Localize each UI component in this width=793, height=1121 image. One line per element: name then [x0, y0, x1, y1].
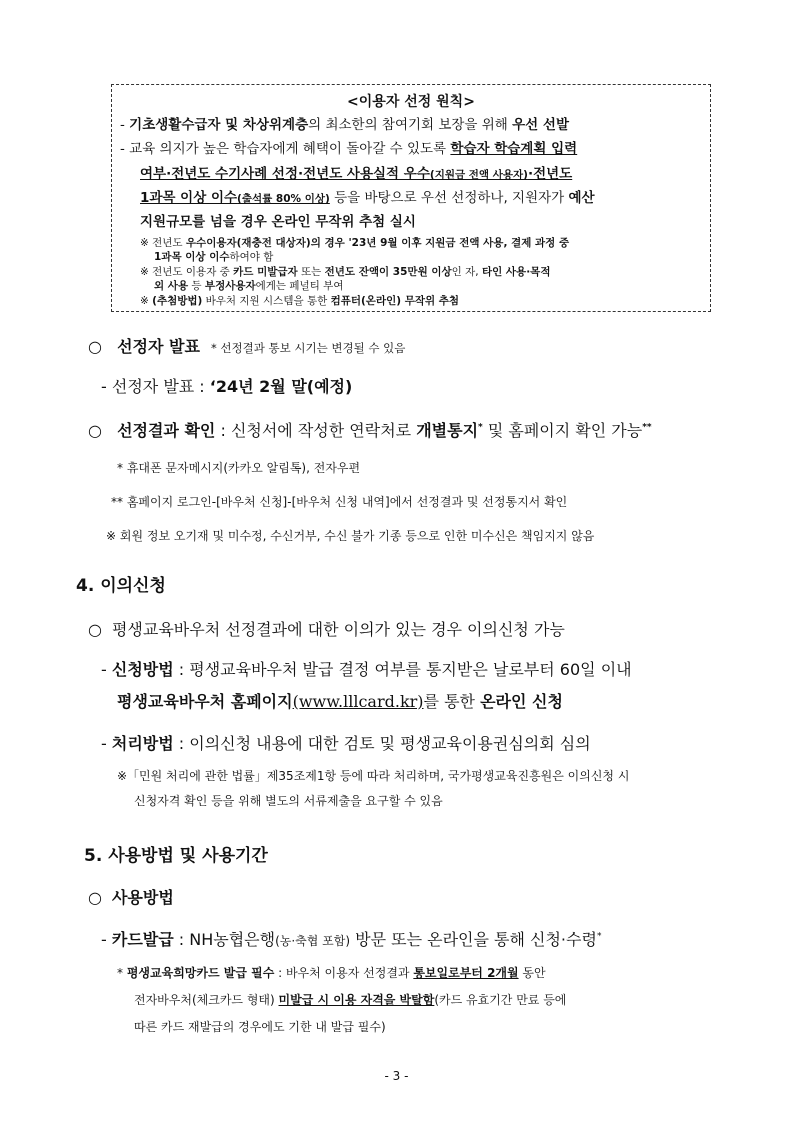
objection-method: - 신청방법 : 평생교육바우처 발급 결정 여부를 통지받은 날로부터 60일 이내: [101, 660, 632, 679]
box-note-1: ※ 전년도 우수이용자(재충전 대상자)의 경우 '23년 9월 이후 지원금 전액 사용, 결제 과정 중: [140, 237, 570, 249]
selection-principles-box: [111, 84, 711, 312]
section-5-heading: 5. 사용방법 및 사용기간: [84, 846, 268, 866]
card-issue-line: - 카드발급 : NH농협은행(농·축협 포함) 방문 또는 온라인을 통해 신청·수령*: [101, 930, 602, 949]
box-line-1: - 기초생활수급자 및 차상위계층의 최소한의 참여기회 보장을 위해 우선 선발: [120, 117, 570, 133]
announce-heading: ○ 선정자 발표 * 선정결과 통보 시기는 변경될 수 있음: [88, 337, 406, 356]
box-line-4: 1과목 이상 이수(출석률 80% 이상) 등을 바탕으로 우선 선정하나, 지원자가 예산: [140, 190, 595, 206]
card-note-3: 따른 카드 재발급의 경우에도 기한 내 발급 필수): [134, 1020, 386, 1034]
confirm-note-2: ** 홈페이지 로그인-[바우처 신청]-[바우처 신청 내역]에서 선정결과 및 선정통지서 확인: [111, 495, 568, 509]
objection-intro: ○ 평생교육바우처 선정결과에 대한 이의가 있는 경우 이의신청 가능: [88, 620, 565, 639]
objection-note-1: ※「민원 처리에 관한 법률」제35조제1항 등에 따라 처리하며, 국가평생교육진흥원은 이의신청 시: [117, 769, 630, 783]
objection-process: - 처리방법 : 이의신청 내용에 대한 검토 및 평생교육이용권심의회 심의: [101, 734, 591, 753]
box-line-5: 지원규모를 넘을 경우 온라인 무작위 추첨 실시: [140, 214, 416, 230]
confirm-note-3: ※ 회원 정보 오기재 및 미수정, 수신거부, 수신 불가 기종 등으로 인한 미수신은 책임지지 않음: [106, 529, 595, 543]
section-4-heading: 4. 이의신청: [76, 576, 166, 596]
card-note-2: 전자바우처(체크카드 형태) 미발급 시 이용 자격을 박탈함(카드 유효기간 만료 등에: [134, 993, 567, 1007]
box-note-2-cont: 외 사용 등 부정사용자에게는 페널티 부여: [154, 280, 344, 292]
box-note-2: ※ 전년도 이용자 중 카드 미발급자 또는 전년도 잔액이 35만원 이상인 자, 타인 사용·목적: [140, 266, 551, 278]
box-line-2: - 교육 의지가 높은 학습자에게 혜택이 돌아갈 수 있도록 학습자 학습계획 입력: [120, 141, 578, 157]
objection-note-2: 신청자격 확인 등을 위해 별도의 서류제출을 요구할 수 있음: [134, 794, 443, 808]
usage-method-heading: ○ 사용방법: [88, 888, 174, 907]
box-title: <이용자 선정 원칙>: [347, 94, 475, 110]
box-line-3: 여부·전년도 수기사례 선정·전년도 사용실적 우수(지원금 전액 사용자)·전년도: [140, 166, 573, 182]
box-note-1-cont: 1과목 이상 이수하여야 함: [154, 251, 274, 263]
confirm-line: ○ 선정결과 확인 : 신청서에 작성한 연락처로 개별통지* 및 홈페이지 확인 가능**: [88, 421, 652, 440]
confirm-note-1: * 휴대폰 문자메시지(카카오 알림톡), 전자우편: [117, 461, 361, 475]
announce-date: - 선정자 발표 : ‘24년 2월 말(예정): [101, 377, 353, 396]
box-note-3: ※ (추첨방법) 바우처 지원 시스템을 통한 컴퓨터(온라인) 무작위 추첨: [140, 295, 460, 307]
card-note-1: * 평생교육희망카드 발급 필수 : 바우처 이용자 선정결과 통보일로부터 2개월 동안: [117, 966, 546, 980]
objection-method-cont: 평생교육바우처 홈페이지(www.lllcard.kr)를 통한 온라인 신청: [117, 692, 563, 711]
page-number: - 3 -: [384, 1069, 409, 1083]
